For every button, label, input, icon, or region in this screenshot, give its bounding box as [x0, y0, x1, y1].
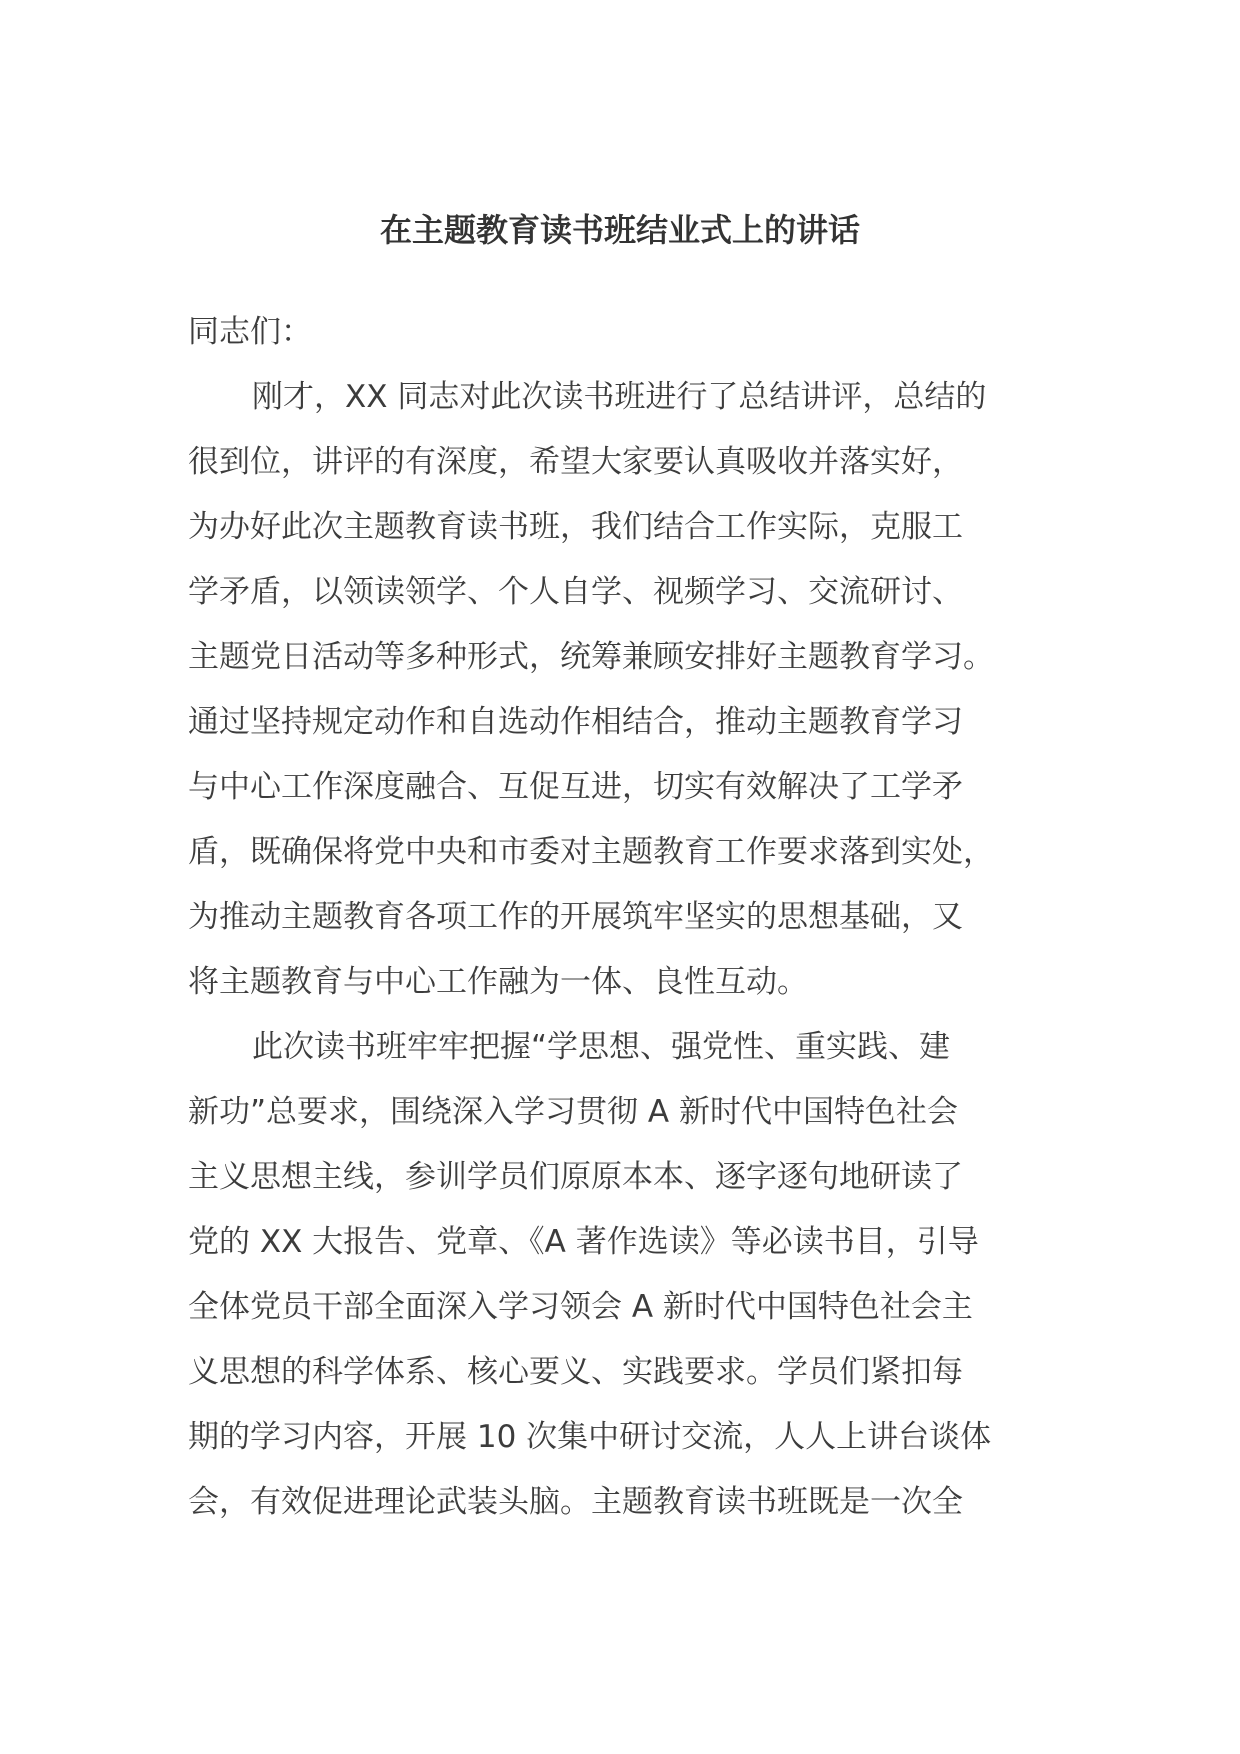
paragraph-1-line: 通过坚持规定动作和自选动作相结合，推动主题教育学习	[188, 704, 963, 740]
paragraph-1-line: 主题党日活动等多种形式，统筹兼顾安排好主题教育学习。	[188, 639, 994, 675]
salutation: 同志们：	[188, 314, 312, 350]
document-body	[188, 300, 1048, 1535]
paragraph-1-line: 盾，既确保将党中央和市委对主题教育工作要求落到实处，	[188, 834, 994, 870]
paragraph-1-line: 为办好此次主题教育读书班，我们结合工作实际，克服工	[188, 509, 963, 545]
paragraph-2-line: 此次读书班牢牢把握“学思想、强党性、重实践、建	[252, 1029, 951, 1065]
paragraph-2-line: 期的学习内容，开展 10 次集中研讨交流，人人上讲台谈体	[188, 1419, 992, 1455]
paragraph-2-line: 新功”总要求，围绕深入学习贯彻 A 新时代中国特色社会	[188, 1094, 958, 1130]
paragraph-1-line: 学矛盾，以领读领学、个人自学、视频学习、交流研讨、	[188, 574, 963, 610]
paragraph-2-line: 党的 XX 大报告、党章、《A 著作选读》等必读书目，引导	[188, 1224, 979, 1260]
paragraph-2-line: 会，有效促进理论武装头脑。主题教育读书班既是一次全	[188, 1484, 963, 1520]
paragraph-1-line: 刚才，XX 同志对此次读书班进行了总结讲评，总结的	[252, 379, 987, 415]
paragraph-1-line: 与中心工作深度融合、互促互进，切实有效解决了工学矛	[188, 769, 963, 805]
paragraph-2-line: 义思想的科学体系、核心要义、实践要求。学员们紧扣每	[188, 1354, 963, 1390]
paragraph-2-line: 主义思想主线，参训学员们原原本本、逐字逐句地研读了	[188, 1159, 963, 1195]
paragraph-1-line: 将主题教育与中心工作融为一体、良性互动。	[188, 964, 808, 1000]
paragraph-1-line: 很到位，讲评的有深度，希望大家要认真吸收并落实好，	[188, 444, 963, 480]
paragraph-1-line: 为推动主题教育各项工作的开展筑牢坚实的思想基础，又	[188, 899, 963, 935]
document-title: 在主题教育读书班结业式上的讲话	[379, 211, 860, 249]
paragraph-2-line: 全体党员干部全面深入学习领会 A 新时代中国特色社会主	[188, 1289, 973, 1325]
